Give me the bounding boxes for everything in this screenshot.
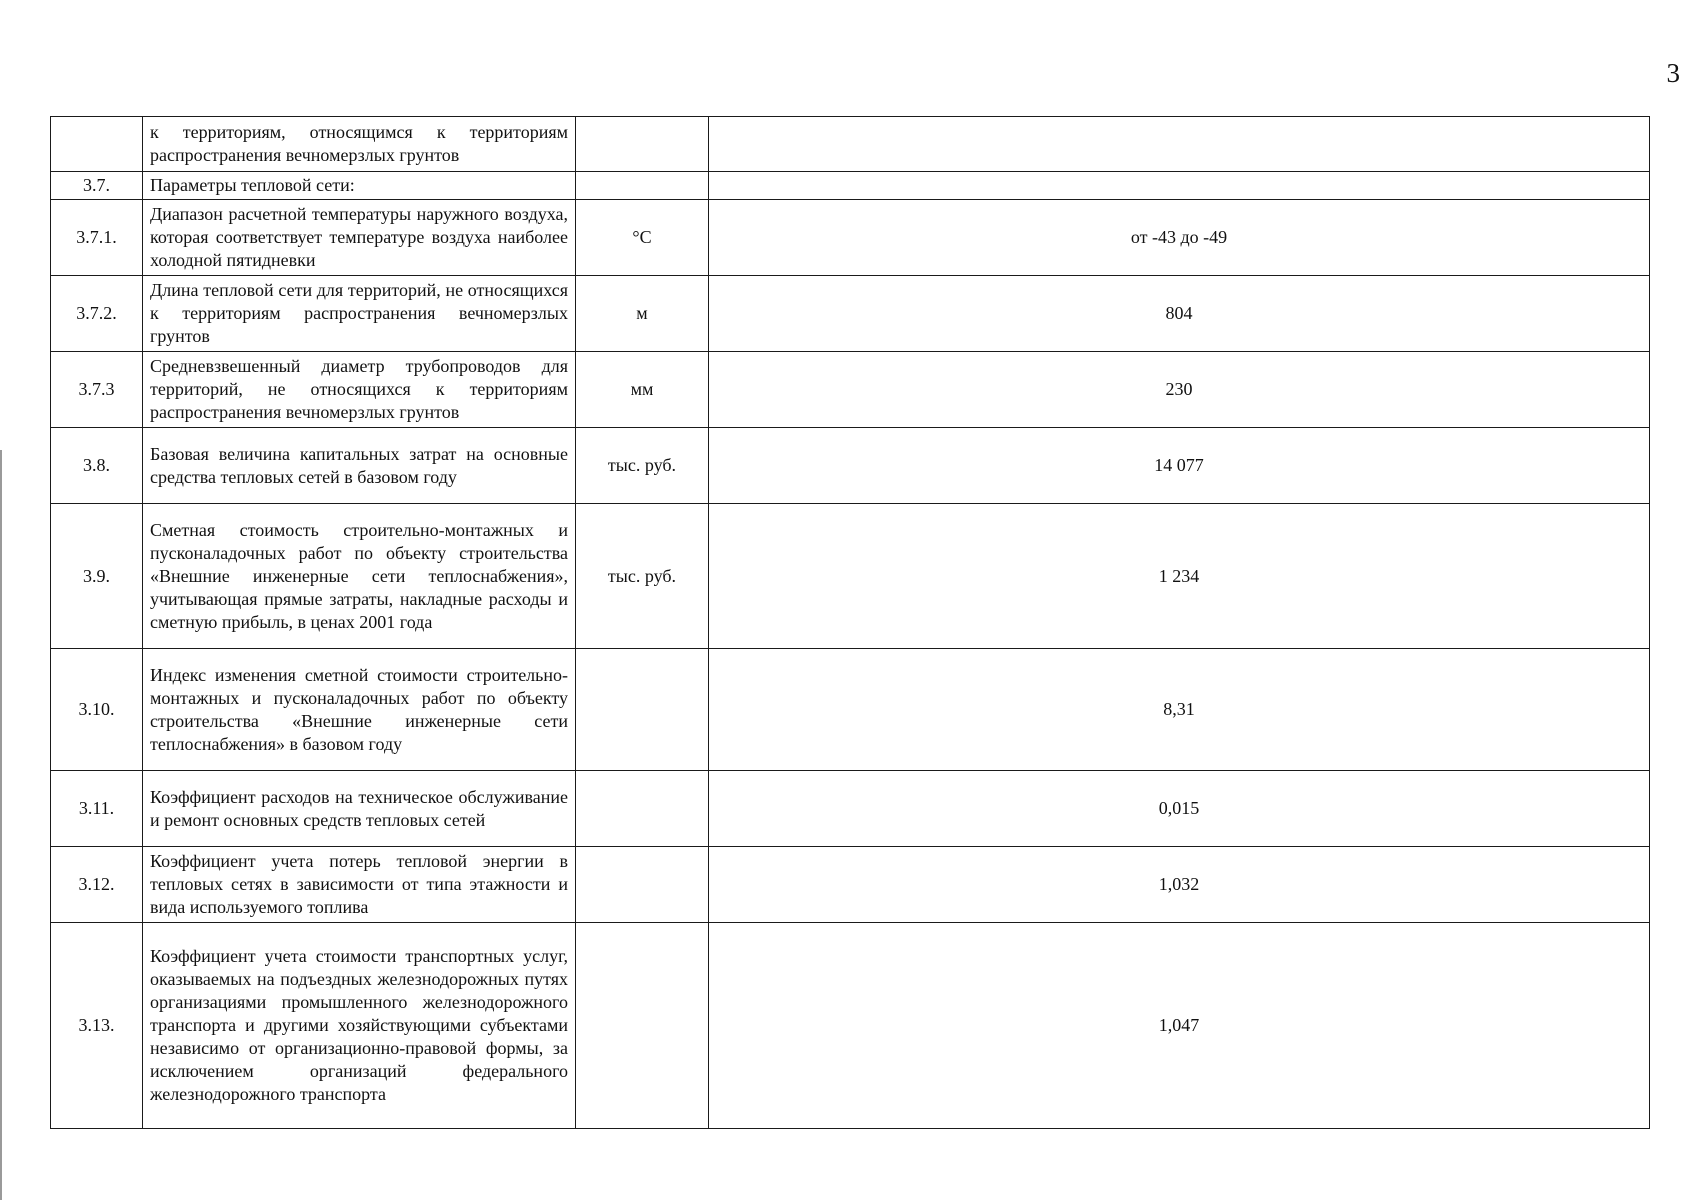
- row-name: Коэффициент учета стоимости транспортных услуг, оказываемых на подъездных железнодорожных путях организациями промышленного железнодорожного транспорта и другими хозяйствующими субъектами независимо от организационно-правовой формы, за исключением организаций федерального железнодорожного транспорта: [143, 923, 576, 1129]
- row-unit: °С: [576, 200, 709, 276]
- table-row: [51, 504, 1650, 649]
- row-name: Средневзвешенный диаметр трубопроводов для территорий, не относящихся к территориям распространения вечномерзлых грунтов: [143, 352, 576, 428]
- parameters-table: [50, 116, 1650, 1129]
- row-unit: [576, 771, 709, 847]
- row-name: Диапазон расчетной температуры наружного воздуха, которая соответствует температуре воздуха наиболее холодной пятидневки: [143, 200, 576, 276]
- page-number: 3: [1666, 58, 1680, 88]
- row-unit: [576, 117, 709, 172]
- row-name: Коэффициент учета потерь тепловой энергии в тепловых сетях в зависимости от типа этажности и вида используемого топлива: [143, 847, 576, 923]
- row-name: Сметная стоимость строительно-монтажных и пусконаладочных работ по объекту строительства «Внешние инженерные сети теплоснабжения», учитывающая прямые затраты, накладные расходы и сметную прибыль, в ценах 2001 года: [143, 504, 576, 649]
- row-name: Базовая величина капитальных затрат на основные средства тепловых сетей в базовом году: [143, 428, 576, 504]
- row-unit: [576, 172, 709, 200]
- row-unit: тыс. руб.: [576, 428, 709, 504]
- table-row: [51, 771, 1650, 847]
- row-unit: тыс. руб.: [576, 504, 709, 649]
- table-row: [51, 923, 1650, 1129]
- row-name: Параметры тепловой сети:: [143, 172, 576, 200]
- table-row: [51, 847, 1650, 923]
- row-value: [709, 117, 1650, 172]
- row-value: 1,047: [709, 923, 1650, 1129]
- table-row: [51, 172, 1650, 200]
- row-number: 3.7.1.: [51, 200, 143, 276]
- row-number: 3.7.3: [51, 352, 143, 428]
- row-unit: [576, 847, 709, 923]
- row-name: Коэффициент расходов на техническое обслуживание и ремонт основных средств тепловых сетей: [143, 771, 576, 847]
- row-name: к территориям, относящимся к территориям распространения вечномерзлых грунтов: [143, 117, 576, 172]
- table-row: [51, 649, 1650, 771]
- row-value: 8,31: [709, 649, 1650, 771]
- row-name: Длина тепловой сети для территорий, не относящихся к территориям распространения вечномерзлых грунтов: [143, 276, 576, 352]
- row-value: от -43 до -49: [709, 200, 1650, 276]
- row-unit: м: [576, 276, 709, 352]
- table-row: [51, 200, 1650, 276]
- table-row: [51, 276, 1650, 352]
- table-row: [51, 352, 1650, 428]
- row-number: 3.12.: [51, 847, 143, 923]
- row-value: 1 234: [709, 504, 1650, 649]
- row-value: 0,015: [709, 771, 1650, 847]
- row-number: 3.7.: [51, 172, 143, 200]
- row-value: 804: [709, 276, 1650, 352]
- row-number: [51, 117, 143, 172]
- row-value: 1,032: [709, 847, 1650, 923]
- table-row: [51, 117, 1650, 172]
- row-unit: [576, 649, 709, 771]
- row-name: Индекс изменения сметной стоимости строительно-монтажных и пусконаладочных работ по объекту строительства «Внешние инженерные сети теплоснабжения» в базовом году: [143, 649, 576, 771]
- row-number: 3.10.: [51, 649, 143, 771]
- row-number: 3.8.: [51, 428, 143, 504]
- row-unit: [576, 923, 709, 1129]
- row-unit: мм: [576, 352, 709, 428]
- row-value: 230: [709, 352, 1650, 428]
- row-value: [709, 172, 1650, 200]
- row-value: 14 077: [709, 428, 1650, 504]
- table-row: [51, 428, 1650, 504]
- row-number: 3.7.2.: [51, 276, 143, 352]
- row-number: 3.11.: [51, 771, 143, 847]
- row-number: 3.13.: [51, 923, 143, 1129]
- row-number: 3.9.: [51, 504, 143, 649]
- scan-edge-line: [0, 450, 2, 1200]
